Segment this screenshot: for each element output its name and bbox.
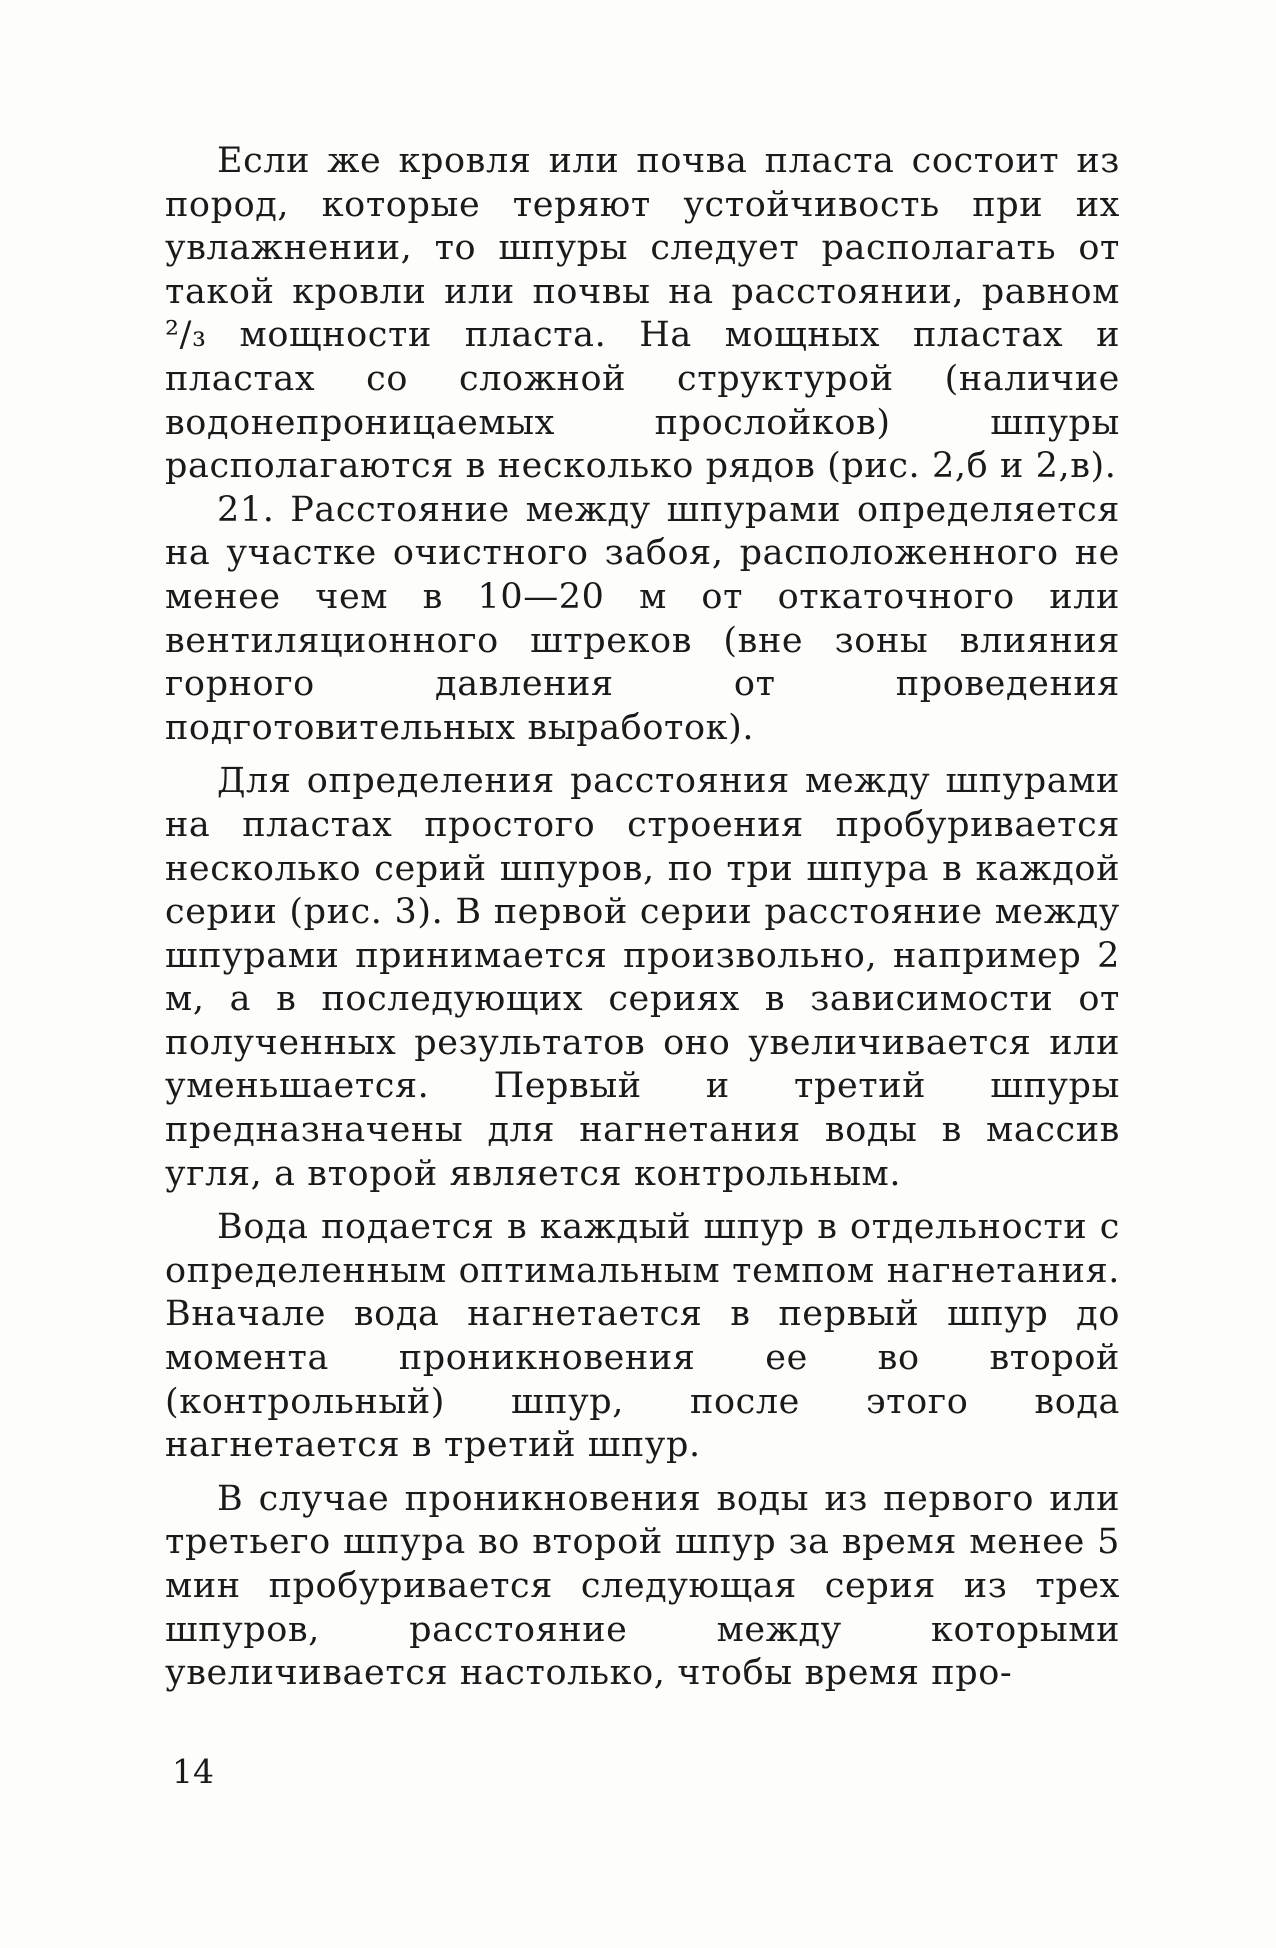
paragraph-4: Вода подается в каждый шпур в отдельности с определенным оптимальным темпом нагнетания. Вначале вода нагнетается в первый шпур до момента проникновения ее во второй (контрольный) шпур, после этого вода нагнетается в третий шпур. xyxy=(165,1207,1120,1466)
paragraph-2: 21. Расстояние между шпурами определяется на участке очистного забоя, расположенного не менее чем в 10—20 м от откаточного или вентиляционного штреков (вне зоны влияния горного давления от проведения подготовительных выработок). xyxy=(165,489,1120,748)
page-number: 14 xyxy=(172,1752,214,1791)
body-text xyxy=(165,140,1120,1696)
paragraph-3: Для определения расстояния между шпурами на пластах простого строения пробуривается несколько серий шпуров, по три шпура в каждой серии (рис. 3). В первой серии расстояние между шпурами принимается произвольно, например 2 м, а в последующих сериях в зависимости от полученных результатов оно увеличивается или уменьшается. Первый и третий шпуры предназначены для нагнетания воды в массив угля, а второй является контрольным. xyxy=(165,761,1120,1194)
paragraph-5: В случае проникновения воды из первого или третьего шпура во второй шпур за время менее 5 мин пробуривается следующая серия из трех шпуров, расстояние между которыми увеличивается настолько, чтобы время про- xyxy=(165,1478,1120,1694)
paragraph-1: Если же кровля или почва пласта состоит из пород, которые теряют устойчивость при их увлажнении, то шпуры следует располагать от такой кровли или почвы на расстоянии, равном ²/₃ мощности пласта. На мощных пластах и пластах со сложной структурой (наличие водонепроницаемых прослойков) шпуры располагаются в несколько рядов (рис. 2,б и 2,в). xyxy=(165,141,1120,487)
